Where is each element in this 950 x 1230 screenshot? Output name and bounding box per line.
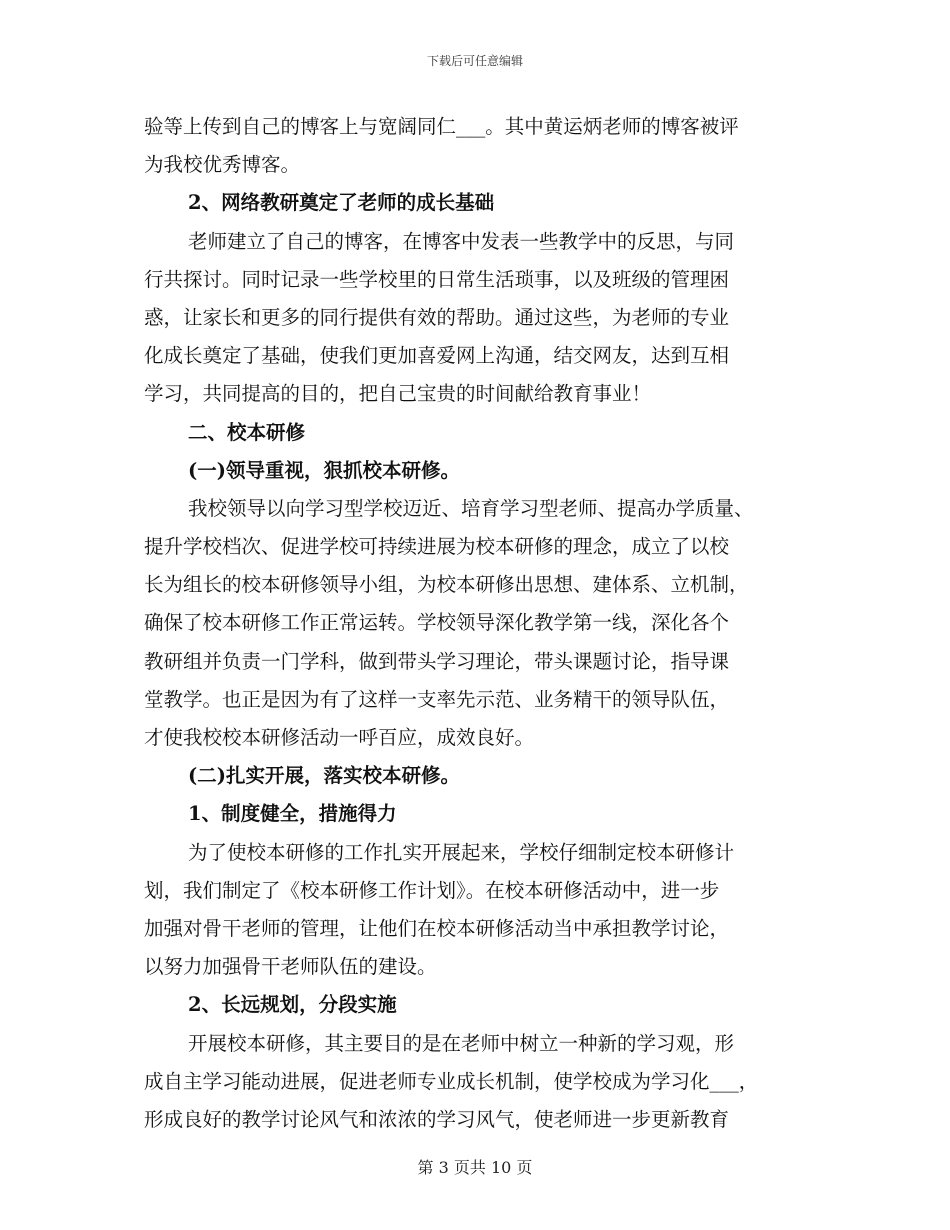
paragraph-line: 成自主学习能动进展，促进老师专业成长机制，使学校成为学习化___， <box>144 1069 759 1093</box>
paragraph-line: 开展校本研修，其主要目的是在老师中树立一种新的学习观，形 <box>188 1031 735 1055</box>
paragraph-line: 学习，共同提高的目的，把自己宝贵的时间献给教育事业！ <box>144 382 652 406</box>
paragraph-line: 以努力加强骨干老师队伍的建设。 <box>144 955 437 979</box>
heading-implementation: (二)扎实开展，落实校本研修。 <box>188 764 460 788</box>
paragraph-line: 长为组长的校本研修领导小组，为校本研修出思想、建体系、立机制， <box>144 573 749 597</box>
page-header: 下载后可任意编辑 <box>426 54 523 68</box>
document-body <box>144 108 808 1139</box>
paragraph-line: 划，我们制定了《校本研修工作计划》。在校本研修活动中，进一步 <box>144 878 720 902</box>
heading-long-term-plan: 2、长远规划，分段实施 <box>188 993 397 1017</box>
paragraph-line: 提升学校档次、促进学校可持续进展为校本研修的理念，成立了以校 <box>144 535 730 559</box>
paragraph-line: 才使我校校本研修活动一呼百应，成效良好。 <box>144 726 535 749</box>
page-number: 第 3 页共 10 页 <box>417 1158 533 1177</box>
heading-leadership: (一)领导重视，狠抓校本研修。 <box>188 458 460 482</box>
paragraph-line: 确保了校本研修工作正常运转。学校领导深化教学第一线，深化各个 <box>144 611 730 635</box>
paragraph-line: 堂教学。也正是因为有了这样一支率先示范、业务精干的领导队伍， <box>144 687 730 711</box>
paragraph-line: 教研组并负责一门学科，做到带头学习理论，带头课题讨论，指导课 <box>144 649 730 673</box>
paragraph-line: 加强对骨干老师的管理，让他们在校本研修活动当中承担教学讨论， <box>144 916 730 940</box>
paragraph-line: 形成良好的教学讨论风气和浓浓的学习风气，使老师进一步更新教育 <box>144 1107 730 1131</box>
paragraph-line: 为了使校本研修的工作扎实开展起来，学校仔细制定校本研修计 <box>188 840 735 864</box>
paragraph-line: 行共探讨。同时记录一些学校里的日常生活琐事，以及班级的管理困 <box>144 267 730 291</box>
paragraph-line: 验等上传到自己的博客上与宽阔同仁___。其中黄运炳老师的博客被评 <box>144 115 739 138</box>
paragraph-line: 我校领导以向学习型学校迈近、培育学习型老师、提高办学质量、 <box>188 496 754 520</box>
paragraph-line: 老师建立了自己的博客，在博客中发表一些教学中的反思，与同 <box>188 229 735 253</box>
heading-school-based-training: 二、校本研修 <box>188 420 306 444</box>
paragraph-line: 化成长奠定了基础，使我们更加喜爱网上沟通，结交网友，达到互相 <box>144 344 730 368</box>
paragraph-line: 惑，让家长和更多的同行提供有效的帮助。通过这些，为老师的专业 <box>144 305 730 329</box>
heading-network-research: 2、网络教研奠定了老师的成长基础 <box>188 191 495 215</box>
paragraph-line: 为我校优秀博客。 <box>144 153 301 177</box>
heading-system-sound: 1、制度健全，措施得力 <box>188 802 397 826</box>
